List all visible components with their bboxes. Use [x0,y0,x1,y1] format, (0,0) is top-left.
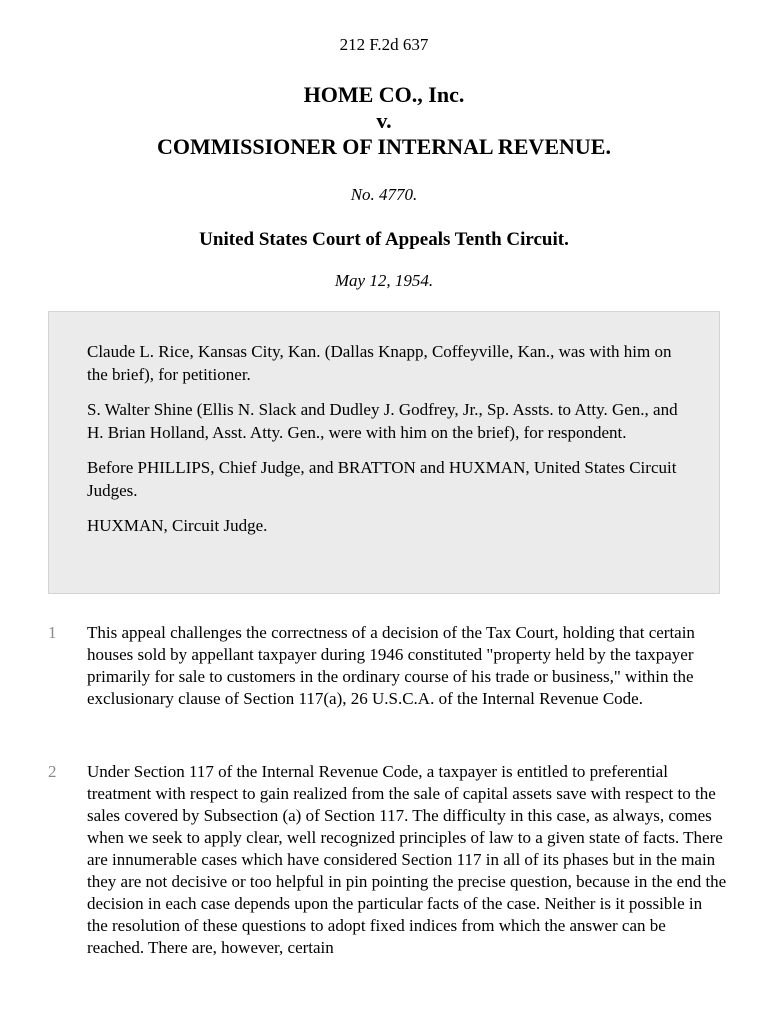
case-title-versus: v. [376,108,392,133]
case-citation: 212 F.2d 637 [339,35,429,54]
court-name: United States Court of Appeals Tenth Circuit. [199,229,569,250]
paragraph-number: 2 [48,762,57,781]
case-title-appellant: HOME CO., Inc. [303,82,465,107]
opinion-author: HUXMAN, Circuit Judge. [87,516,268,535]
opinion-paragraph [48,622,728,710]
case-title [0,82,768,160]
opinion-paragraph [48,761,728,959]
counsel-respondent: S. Walter Shine (Ellis N. Slack and Dudley J. Godfrey, Jr., Sp. Assts. to Atty. Gen., and H. Brian Holland, Asst. Atty. Gen., were with him on the brief), for respondent. [87,400,678,442]
docket-number: No. 4770. [350,185,418,204]
paragraph-text: Under Section 117 of the Internal Revenue Code, a taxpayer is entitled to preferential treatment with respect to gain realized from the sale of capital assets save with respect to the sales covered by Subsection (a) of Section 117. The difficulty in this case, as always, comes when we seek to apply clear, well recognized principles of law to a given state of facts. There are innumerable cases which have considered Section 117 in all of its phases but in the main they are not decisive or too helpful in pin pointing the precise question, because in the end the decision in each case depends upon the particular facts of the case. Neither is it possible in the resolution of these questions to adopt fixed indices from which the answer can be reached. There are, however, certain [87,762,727,957]
paragraph-text: This appeal challenges the correctness of a decision of the Tax Court, holding that certain houses sold by appellant taxpayer during 1946 constituted "property held by the taxpayer primarily for sale to customers in the ordinary course of his trade or business," within the exclusionary clause of Section 117(a), 26 U.S.C.A. of the Internal Revenue Code. [87,623,695,708]
paragraph-number: 1 [48,623,57,642]
counsel-panel [48,311,720,594]
counsel-petitioner: Claude L. Rice, Kansas City, Kan. (Dallas Knapp, Coffeyville, Kan., was with him on the brief), for petitioner. [87,342,672,384]
panel-judges: Before PHILLIPS, Chief Judge, and BRATTON and HUXMAN, United States Circuit Judges. [87,458,677,500]
decision-date: May 12, 1954. [334,271,434,290]
case-title-appellee: COMMISSIONER OF INTERNAL REVENUE. [157,134,611,159]
